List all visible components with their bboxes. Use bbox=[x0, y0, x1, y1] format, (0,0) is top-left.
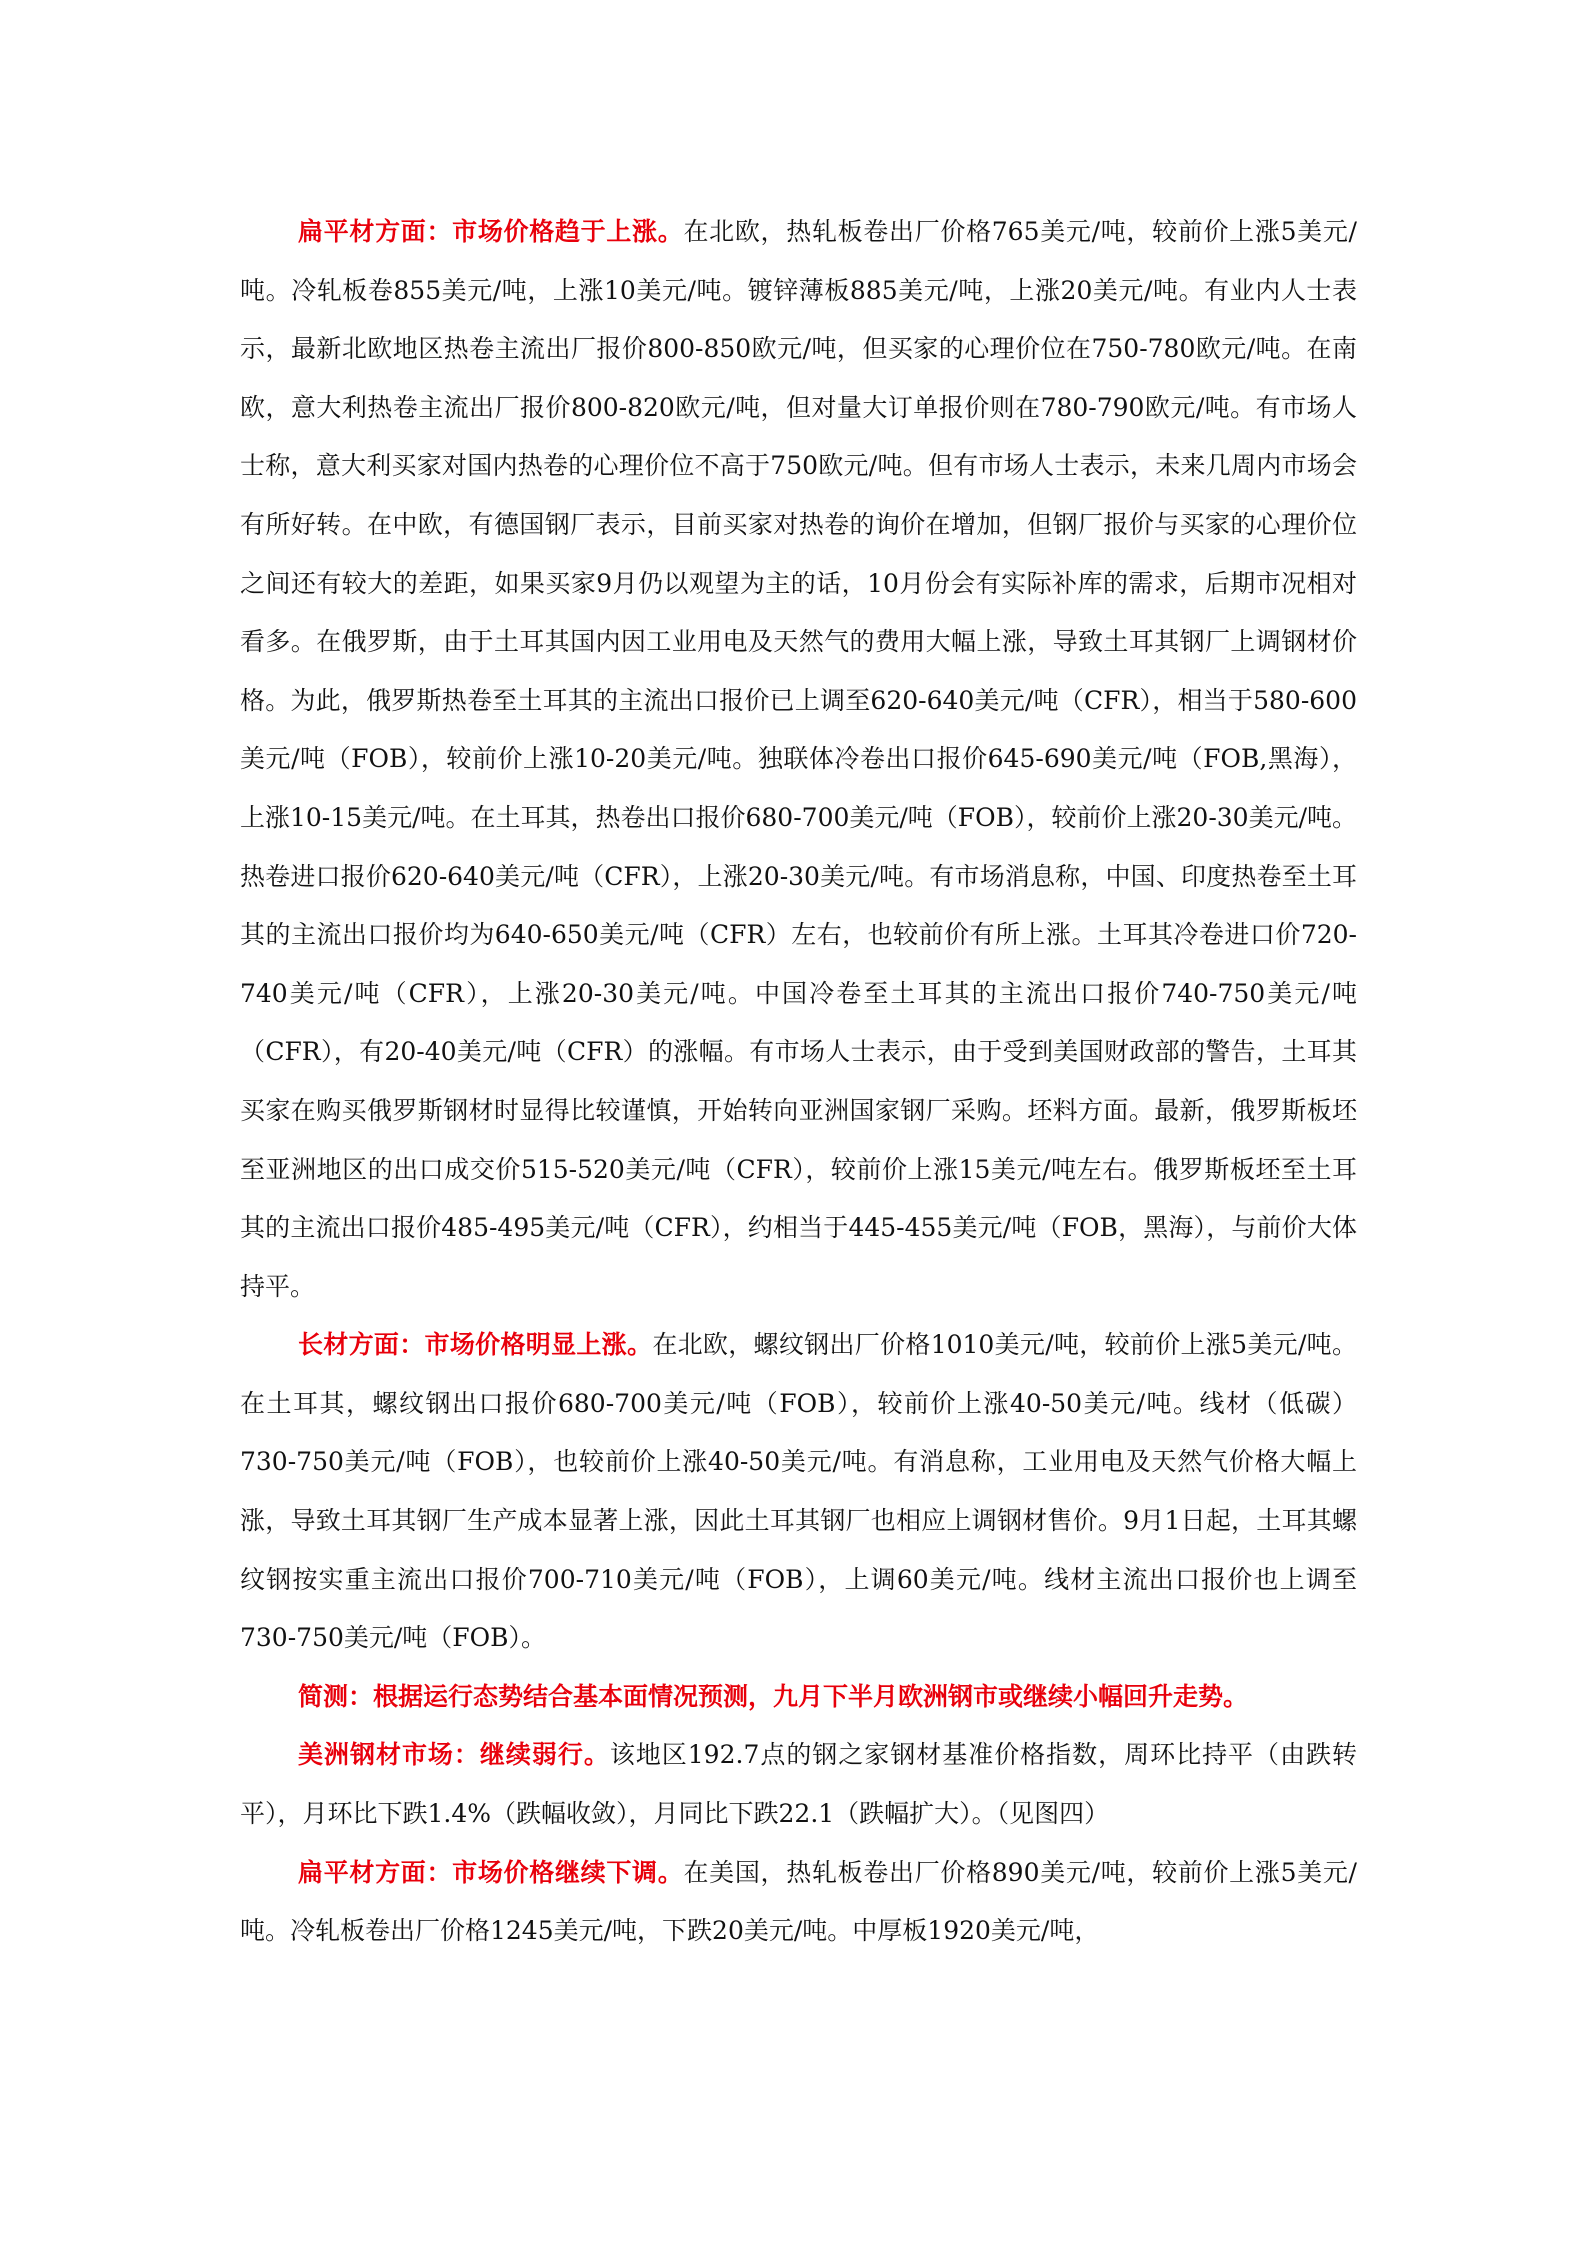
paragraph-europe-long bbox=[240, 1316, 1357, 1668]
paragraph-text: 在北欧，热轧板卷出厂价格765美元/吨，较前价上涨5美元/吨。冷轧板卷855美元/吨，上涨10美元/吨。镀锌薄板885美元/吨，上涨20美元/吨。有业内人士表示，最新北欧地区热卷主流出厂报价800-850欧元/吨，但买家的心理价位在750-780欧元/吨。在南欧，意大利热卷主流出厂报价800-820欧元/吨，但对量大订单报价则在780-790欧元/吨。有市场人士称，意大利买家对国内热卷的心理价位不高于750欧元/吨。但有市场人士表示，未来几周内市场会有所好转。在中欧，有德国钢厂表示，目前买家对热卷的询价在增加，但钢厂报价与买家的心理价位之间还有较大的差距，如果买家9月仍以观望为主的话，10月份会有实际补库的需求，后期市况相对看多。在俄罗斯，由于土耳其国内因工业用电及天然气的费用大幅上涨，导致土耳其钢厂上调钢材价格。为此，俄罗斯热卷至土耳其的主流出口报价已上调至620-640美元/吨（CFR），相当于580-600美元/吨（FOB），较前价上涨10-20美元/吨。独联体冷卷出口报价645-690美元/吨（FOB,黑海），上涨10-15美元/吨。在土耳其，热卷出口报价680-700美元/吨（FOB），较前价上涨20-30美元/吨。热卷进口报价620-640美元/吨（CFR），上涨20-30美元/吨。有市场消息称，中国、印度热卷至土耳其的主流出口报价均为640-650美元/吨（CFR）左右，也较前价有所上涨。土耳其冷卷进口价720-740美元/吨（CFR），上涨20-30美元/吨。中国冷卷至土耳其的主流出口报价740-750美元/吨（CFR），有20-40美元/吨（CFR）的涨幅。有市场人士表示，由于受到美国财政部的警告，土耳其买家在购买俄罗斯钢材时显得比较谨慎，开始转向亚洲国家钢厂采购。坯料方面。最新，俄罗斯板坯至亚洲地区的出口成交价515-520美元/吨（CFR），较前价上涨15美元/吨左右。俄罗斯板坯至土耳其的主流出口报价485-495美元/吨（CFR），约相当于445-455美元/吨（FOB，黑海），与前价大体持平。 bbox=[240, 217, 1358, 1301]
paragraph-heading: 长材方面：市场价格明显上涨。 bbox=[298, 1330, 653, 1360]
paragraph-america-flat bbox=[240, 1844, 1357, 1961]
paragraph-text: 该地区192.7点的钢之家钢材基准价格指数，周环比持平（由跌转平），月环比下跌1.4%（跌幅收敛），月同比下跌22.1（跌幅扩大）。（见图四） bbox=[240, 1740, 1357, 1829]
paragraph-text: 在北欧，螺纹钢出厂价格1010美元/吨，较前价上涨5美元/吨。在土耳其，螺纹钢出口报价680-700美元/吨（FOB），较前价上涨40-50美元/吨。线材（低碳）730-750美元/吨（FOB），也较前价上涨40-50美元/吨。有消息称，工业用电及天然气价格大幅上涨，导致土耳其钢厂生产成本显著上涨，因此土耳其钢厂也相应上调钢材售价。9月1日起，土耳其螺纹钢按实重主流出口报价700-710美元/吨（FOB），上调60美元/吨。线材主流出口报价也上调至730-750美元/吨（FOB）。 bbox=[240, 1330, 1357, 1653]
paragraph-europe-flat bbox=[240, 203, 1357, 1316]
paragraph-america-market bbox=[240, 1726, 1357, 1843]
paragraph-heading: 扁平材方面：市场价格继续下调。 bbox=[298, 1857, 684, 1887]
document-body bbox=[240, 203, 1357, 1961]
paragraph-forecast bbox=[240, 1668, 1357, 1727]
paragraph-heading: 简测：根据运行态势结合基本面情况预测，九月下半月欧洲钢市或继续小幅回升走势。 bbox=[298, 1681, 1249, 1711]
paragraph-heading: 美洲钢材市场：继续弱行。 bbox=[298, 1740, 610, 1770]
paragraph-heading: 扁平材方面：市场价格趋于上涨。 bbox=[298, 217, 684, 246]
paragraph-text: 在美国，热轧板卷出厂价格890美元/吨，较前价上涨5美元/吨。冷轧板卷出厂价格1245美元/吨，下跌20美元/吨。中厚板1920美元/吨， bbox=[240, 1857, 1357, 1946]
